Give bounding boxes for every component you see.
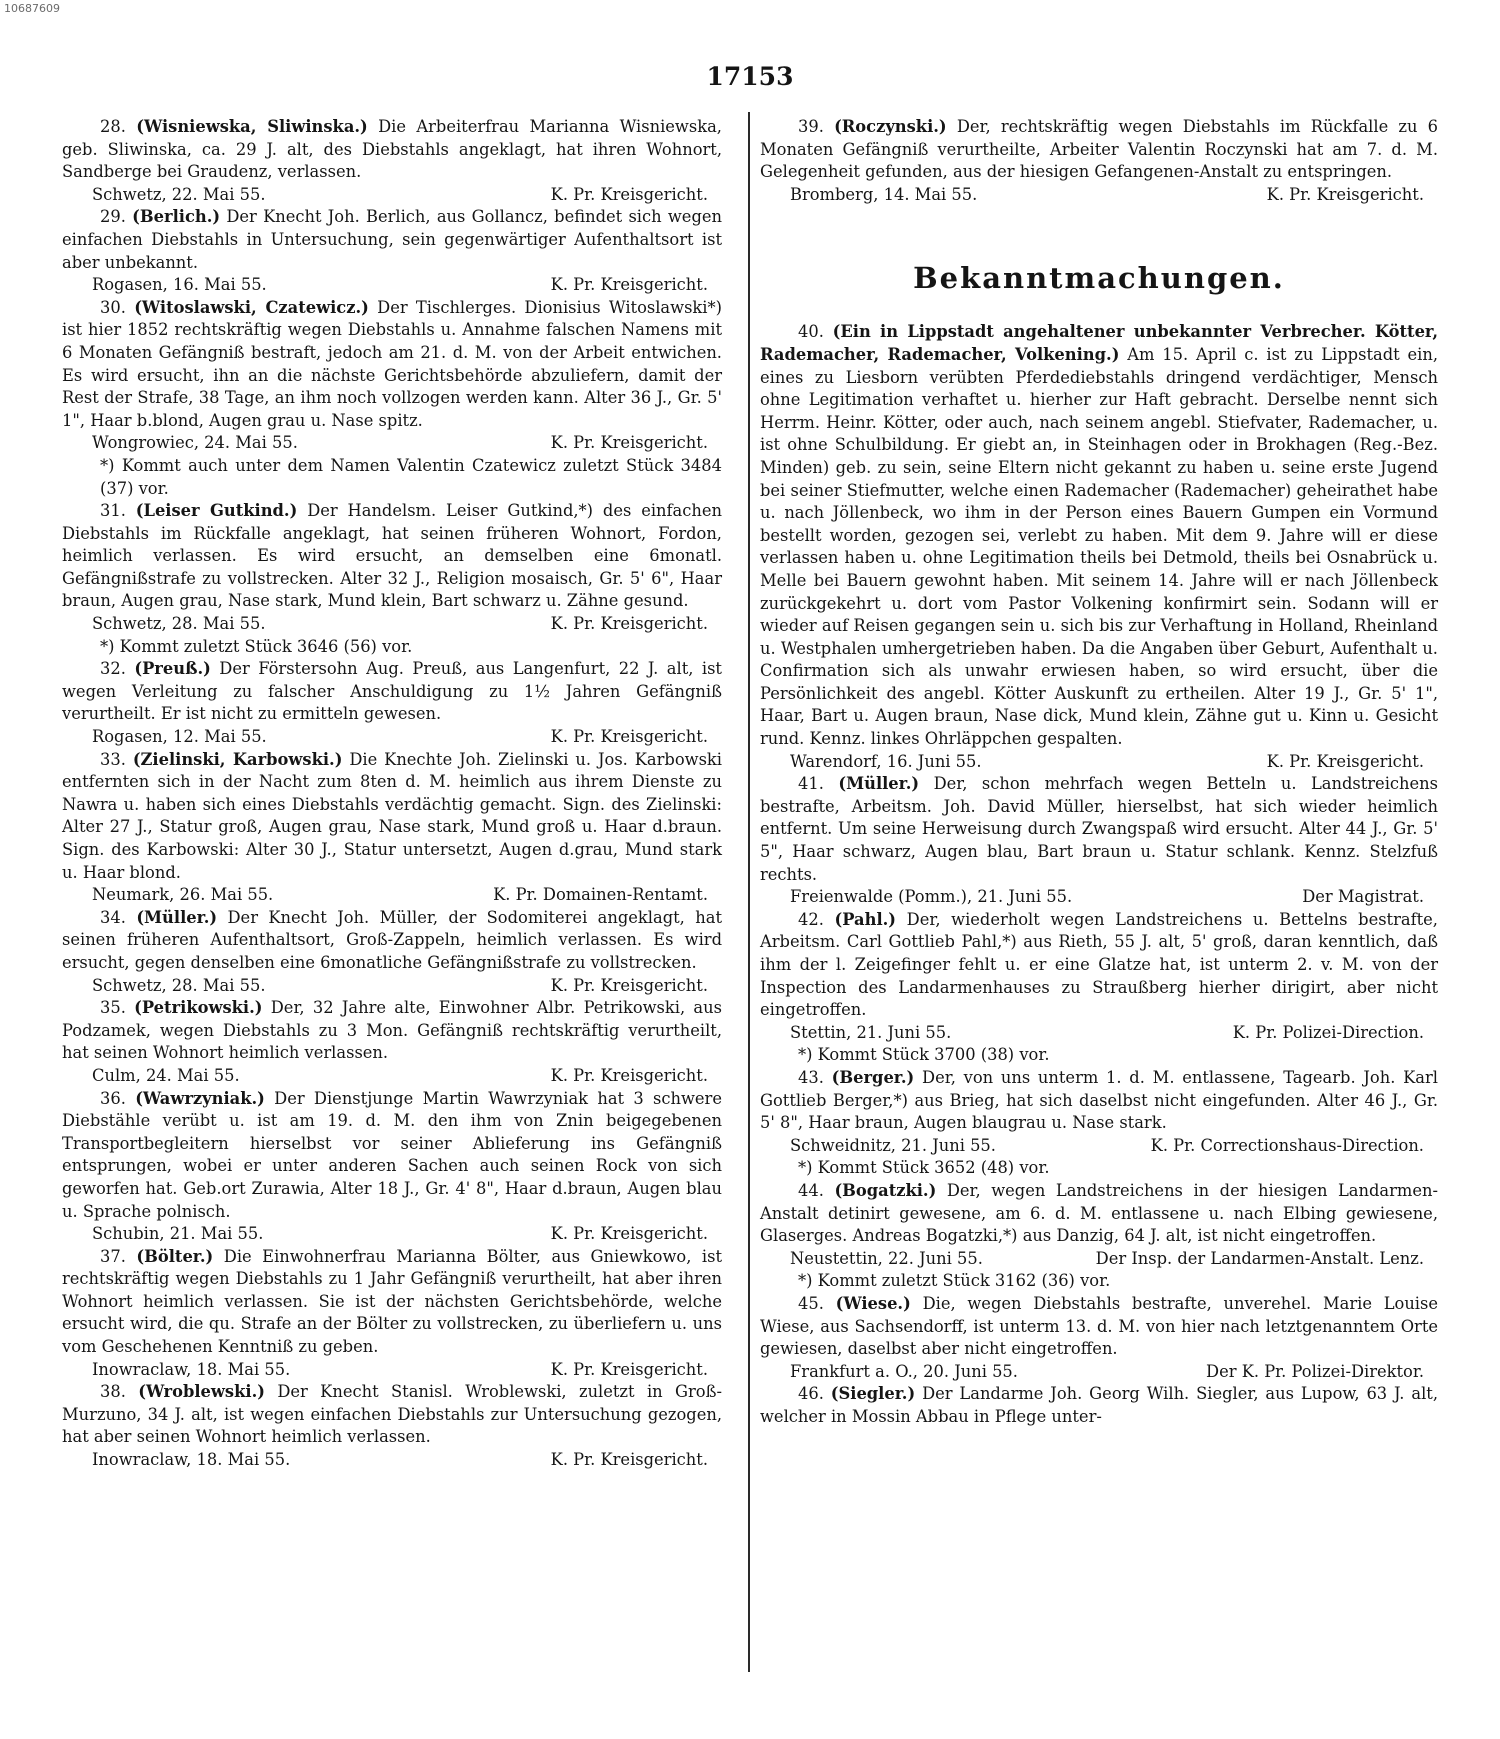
entry-text: Am 15. April c. ist zu Lippstadt ein, eines zu Liesborn verübten Pferdediebstahls dringend verdächtiger, Mensch ohne Legitimation verhaftet u. hierher zur Haft gebracht. Derselbe nennt sich Herrm. Heinr. Kötter, oder auch, nach seinem angebl. Stiefvater, Rademacher, u. ist ohne Schulbildung. Er giebt an, in Steinhagen oder in Brokhagen (Reg.-Bez. Minden) geb. zu sein, seine Eltern nicht gekannt zu haben u. seine erste Jugend bei seiner Stiefmutter, welche einen Rademacher (Rademacher) geheirathet habe u. nach Jöllenbeck, wo ihm in der Person eines Bauern Gumpen ein Vormund bestellt worden, gezogen sei, verlebt zu haben. Mit dem 9. Jahre will er diese verlassen haben u. ohne Legitimation theils bei Detmold, theils bei Osnabrück u. Melle bei Bauern gewohnt haben. Mit seinem 14. Jahre will er nach Jöllenbeck zurückgekehrt u. dort vom Pastor Volkening konfirmirt sein. Sodann will er wieder auf Reisen gegangen sein u. sich bis zur Verhaftung in Holland, Rheinland u. Westphalen umhergetrieben haben. Da die Angaben über Geburt, Aufenthalt u. Confirmation sich als unwahr erwiesen haben, so wird ersucht, über die Persönlichkeit des angebl. Kötter Auskunft zu ertheilen. Alter 19 J., Gr. 5' 1", Haar, Bart u. Augen braun, Nase dick, Mund klein, Zähne gut u. Kinn u. Gesicht rund. Kennz. linkes Ohrläppchen gespalten. bbox=[760, 344, 1439, 749]
signature-authority: K. Pr. Kreisgericht. bbox=[1266, 751, 1424, 771]
signature-line bbox=[760, 1135, 1438, 1158]
signature-authority: K. Pr. Kreisgericht. bbox=[550, 275, 708, 295]
entry-text: Der, rechtskräftig wegen Diebstahls im Rückfalle zu 6 Monaten Gefängniß verurtheilte, Arbeiter Valentin Roczynski hat am 7. d. M. Gelegenheit gefunden, aus der hiesigen Gefangenen-Anstalt zu entspringen. bbox=[760, 117, 1438, 182]
entry-heading: (Wroblewski.) bbox=[138, 1382, 265, 1402]
right-column bbox=[760, 116, 1438, 1428]
entry-heading: (Ein in Lippstadt angehaltener unbekannter Verbrecher. Kötter, Rademacher, Rademacher, Volkening.) bbox=[760, 322, 1438, 364]
signature-line bbox=[62, 1223, 722, 1246]
notice-entry bbox=[62, 1246, 722, 1359]
signature-place-date: Schwetz, 28. Mai 55. bbox=[92, 975, 266, 995]
signature-place-date: Inowraclaw, 18. Mai 55. bbox=[92, 1359, 291, 1379]
entry-text: Der Handelsm. Leiser Gutkind,*) des einfachen Diebstahls im Rückfalle angeklagt, hat seinen früheren Wohnort, Fordon, heimlich verlassen. Es wird ersucht, an demselben eine 6monatl. Gefängnißstrafe zu vollstrecken. Alter 32 J., Religion mosaisch, Gr. 5' 6", Haar braun, Augen grau, Nase stark, Mund klein, Bart schwarz u. Zähne gesund. bbox=[62, 501, 722, 611]
entry-text: Der, schon mehrfach wegen Betteln u. Landstreichens bestrafte, Arbeitsm. Joh. David Müller, hierselbst, hat sich wieder heimlich entfernt. Um seine Herweisung durch Zwangspaß wird ersucht. Alter 44 J., Gr. 5' 5", Haar schwarz, Augen blau, Bart braun u. Statur schlank. Kennz. Stelzfuß rechts. bbox=[760, 774, 1438, 884]
signature-authority: K. Pr. Kreisgericht. bbox=[550, 614, 708, 634]
signature-place-date: Stettin, 21. Juni 55. bbox=[790, 1022, 952, 1042]
signature-place-date: Wongrowiec, 24. Mai 55. bbox=[92, 433, 298, 453]
signature-authority: K. Pr. Domainen-Rentamt. bbox=[493, 885, 708, 905]
scan-id: 10687609 bbox=[4, 2, 60, 15]
notice-entry bbox=[760, 773, 1438, 886]
signature-place-date: Neumark, 26. Mai 55. bbox=[92, 885, 274, 905]
entry-text: Der, wegen Landstreichens in der hiesigen Landarmen-Anstalt detinirt gewesene, am 6. d. M. entlassene u. nach Elbing gewiesene, Glaserges. Andreas Bogatzki,*) aus Danzig, 64 J. alt, ist nicht eingetroffen. bbox=[760, 1180, 1438, 1246]
entry-text: Die, wegen Diebstahls bestrafte, unverehel. Marie Louise Wiese, aus Sachsendorff, ist unterm 13. d. M. von hier nach letztgenanntem Orte gewiesen, daselbst aber nicht eingetroffen. bbox=[760, 1293, 1438, 1359]
entry-number: 41. bbox=[798, 774, 824, 794]
signature-place-date: Neustettin, 22. Juni 55. bbox=[790, 1248, 983, 1268]
notice-entry bbox=[760, 1067, 1438, 1135]
page-number: 17153 bbox=[706, 62, 794, 91]
signature-authority: K. Pr. Kreisgericht. bbox=[550, 184, 708, 204]
signature-line bbox=[760, 1361, 1438, 1384]
entry-number: 33. bbox=[100, 749, 126, 769]
signature-place-date: Schwetz, 22. Mai 55. bbox=[92, 184, 266, 204]
signature-place-date: Schweidnitz, 21. Juni 55. bbox=[790, 1135, 996, 1155]
entry-text: Der Förstersohn Aug. Preuß, aus Langenfurt, 22 J. alt, ist wegen Verleitung zu falscher Anschuldigung zu 1½ Jahren Gefängniß verurtheilt. Er ist nicht zu ermitteln gewesen. bbox=[62, 659, 722, 724]
entry-text: Der Tischlerges. Dionisius Witoslawski*) ist hier 1852 rechtskräftig wegen Diebstahls u. Annahme falschen Namens mit 6 Monaten Gefängniß bestraft, jedoch am 21. d. M. von der Arbeit entwichen. Es wird ersucht, ihn an die nächste Gerichtsbehörde abzuliefern, damit der Rest der Strafe, 38 Tage, an ihm noch vollzogen werden kann. Alter 36 J., Gr. 5' 1", Haar b.blond, Augen grau u. Nase spitz. bbox=[62, 297, 722, 430]
notice-entry bbox=[62, 658, 722, 726]
entry-text: Der, 32 Jahre alte, Einwohner Albr. Petrikowski, aus Podzamek, wegen Diebstahls zu 3 Mon. Gefängniß rechtskräftig verurtheilt, hat seinen Wohnort heimlich verlassen. bbox=[62, 998, 722, 1063]
signature-line bbox=[760, 886, 1438, 909]
entry-heading: (Wiese.) bbox=[835, 1293, 911, 1313]
signature-place-date: Rogasen, 12. Mai 55. bbox=[92, 727, 267, 747]
signature-authority: K. Pr. Kreisgericht. bbox=[550, 1450, 708, 1470]
signature-line bbox=[760, 1022, 1438, 1045]
entry-number: 35. bbox=[100, 998, 126, 1018]
entry-heading: (Berlich.) bbox=[132, 207, 221, 227]
entry-number: 44. bbox=[798, 1180, 824, 1200]
signature-place-date: Schwetz, 28. Mai 55. bbox=[92, 614, 266, 634]
entry-heading: (Müller.) bbox=[136, 907, 218, 927]
notice-entry bbox=[760, 1383, 1438, 1428]
signature-line bbox=[62, 1359, 722, 1382]
notice-entry bbox=[760, 1180, 1438, 1248]
entry-text: Der Knecht Stanisl. Wroblewski, zuletzt in Groß-Murzuno, 34 J. alt, ist wegen einfachen Diebstahls zur Untersuchung gezogen, hat aber seinen Wohnort heimlich verlassen. bbox=[62, 1382, 722, 1447]
signature-line bbox=[62, 975, 722, 998]
entry-text: Der Dienstjunge Martin Wawrzyniak hat 3 schwere Diebstähle verübt u. ist am 19. d. M. den ihm von Znin beigegebenen Transportbegleitern hierselbst vor seiner Ablieferung ins Gefängniß entsprungen, wobei er unter anderen Sachen auch seinen Rock von sich geworfen hat. Geb.ort Zurawia, Alter 18 J., Gr. 4' 8", Haar d.braun, Augen blau u. Sprache polnisch. bbox=[62, 1088, 722, 1221]
entry-number: 45. bbox=[798, 1293, 824, 1313]
section-title: Bekanntmachungen. bbox=[913, 261, 1285, 296]
signature-line bbox=[62, 432, 722, 455]
notice-entry bbox=[62, 907, 722, 975]
signature-line bbox=[760, 751, 1438, 774]
signature-authority: K. Pr. Kreisgericht. bbox=[550, 1359, 708, 1379]
entry-heading: (Preuß.) bbox=[134, 659, 211, 679]
signature-line bbox=[760, 184, 1438, 207]
signature-authority: K. Pr. Kreisgericht. bbox=[550, 1224, 708, 1244]
entry-number: 30. bbox=[100, 297, 126, 317]
entry-number: 38. bbox=[100, 1382, 126, 1402]
signature-place-date: Inowraclaw, 18. Mai 55. bbox=[92, 1450, 291, 1470]
column-divider bbox=[748, 112, 750, 1672]
entry-text: Der, von uns unterm 1. d. M. entlassene, Tagearb. Joh. Karl Gottlieb Berger,*) aus Brieg, hat sich daselbst nicht eingefunden. Alter 46 J., Gr. 5' 8", Haar braun, Augen blaugrau u. Nase stark. bbox=[760, 1067, 1438, 1133]
signature-place-date: Bromberg, 14. Mai 55. bbox=[790, 184, 978, 204]
signature-authority: K. Pr. Kreisgericht. bbox=[550, 1065, 708, 1085]
notice-entry bbox=[62, 1088, 722, 1224]
entry-heading: (Roczynski.) bbox=[834, 117, 947, 136]
notice-entry bbox=[62, 500, 722, 613]
entry-number: 32. bbox=[100, 659, 126, 679]
entry-heading: (Leiser Gutkind.) bbox=[135, 501, 298, 521]
entry-text: Der, wiederholt wegen Landstreichens u. Bettelns bestrafte, Arbeitsm. Carl Gottlieb Pahl,*) aus Rieth, 55 J. alt, 5' groß, daran kenntlich, daß ihm der l. Zeigefinger fehlt u. er eine Glatze hat, ist unterm 2. v. M. von der Inspection des Landarmenhauses zu Straußberg hierher dirigirt, aber nicht eingetroffen. bbox=[760, 909, 1438, 1020]
entry-heading: (Berger.) bbox=[831, 1067, 915, 1087]
signature-authority: K. Pr. Kreisgericht. bbox=[550, 727, 708, 747]
notice-entry bbox=[760, 116, 1438, 184]
notice-entry bbox=[760, 1293, 1438, 1361]
entry-heading: (Pahl.) bbox=[834, 909, 896, 929]
signature-place-date: Warendorf, 16. Juni 55. bbox=[790, 751, 982, 771]
entry-number: 46. bbox=[798, 1384, 824, 1404]
signature-place-date: Freienwalde (Pomm.), 21. Juni 55. bbox=[790, 887, 1073, 907]
signature-line bbox=[62, 184, 722, 207]
footnote: *) Kommt auch unter dem Namen Valentin Czatewicz zuletzt Stück 3484 (37) vor. bbox=[100, 455, 722, 498]
signature-line bbox=[62, 1065, 722, 1088]
signature-place-date: Schubin, 21. Mai 55. bbox=[92, 1224, 264, 1244]
entry-text: Der Landarme Joh. Georg Wilh. Siegler, aus Lupow, 63 J. alt, welcher in Mossin Abbau in Pflege unter- bbox=[760, 1384, 1438, 1426]
right-column-top bbox=[760, 116, 1438, 206]
signature-line bbox=[62, 613, 722, 636]
signature-place-date: Rogasen, 16. Mai 55. bbox=[92, 275, 267, 295]
notice-entry bbox=[760, 321, 1438, 750]
notice-entry bbox=[62, 116, 722, 184]
entry-number: 34. bbox=[100, 907, 126, 927]
notice-entry bbox=[62, 1381, 722, 1449]
entry-heading: (Bogatzki.) bbox=[834, 1180, 937, 1200]
entry-text: Die Knechte Joh. Zielinski u. Jos. Karbowski entfernten sich in der Nacht zum 8ten d. M. heimlich aus ihrem Dienste zu Nawra u. haben sich eines Diebstahls verdächtig gemacht. Sign. des Zielinski: Alter 27 J., Statur groß, Augen grau, Nase stark, Mund groß u. Haar d.braun. Sign. des Karbowski: Alter 30 J., Statur untersetzt, Augen d.grau, Mund stark u. Haar blond. bbox=[62, 749, 722, 882]
footnote: *) Kommt zuletzt Stück 3162 (36) vor. bbox=[798, 1271, 1111, 1291]
right-column-bottom bbox=[760, 321, 1438, 1428]
signature-authority: Der Insp. der Landarmen-Anstalt. Lenz. bbox=[1095, 1248, 1424, 1268]
entry-heading: (Bölter.) bbox=[136, 1246, 214, 1266]
entry-heading: (Zielinski, Karbowski.) bbox=[132, 749, 343, 769]
entry-heading: (Wisniewska, Sliwinska.) bbox=[136, 117, 368, 136]
signature-authority: K. Pr. Kreisgericht. bbox=[550, 433, 708, 453]
notice-entry bbox=[62, 297, 722, 433]
signature-line bbox=[760, 1248, 1438, 1271]
entry-heading: (Petrikowski.) bbox=[134, 998, 263, 1018]
entry-heading: (Müller.) bbox=[838, 774, 920, 794]
signature-authority: K. Pr. Kreisgericht. bbox=[1266, 184, 1424, 204]
footnote: *) Kommt zuletzt Stück 3646 (56) vor. bbox=[100, 636, 413, 656]
entry-text: Die Einwohnerfrau Marianna Bölter, aus Gniewkowo, ist rechtskräftig wegen Diebstahls zu 1 Jahr Gefängniß verurtheilt, hat aber ihren Wohnort heimlich verlassen. Sie ist der nächsten Gerichtsbehörde, welche ersucht wird, die qu. Strafe an der Bölter zu vollstrecken, zu überliefern u. uns vom Geschehenen Kenntniß zu geben. bbox=[62, 1246, 722, 1357]
entry-number: 39. bbox=[798, 117, 824, 136]
signature-authority: Der K. Pr. Polizei-Direktor. bbox=[1206, 1361, 1424, 1381]
entry-number: 40. bbox=[798, 322, 824, 342]
signature-line bbox=[62, 884, 722, 907]
entry-text: Der Knecht Joh. Müller, der Sodomiterei angeklagt, hat seinen früheren Aufenthaltsort, Groß-Zappeln, heimlich verlassen. Es wird ersucht, gegen denselben eine 6monatliche Gefängnißstrafe zu vollstrecken. bbox=[62, 907, 722, 972]
signature-place-date: Frankfurt a. O., 20. Juni 55. bbox=[790, 1361, 1018, 1381]
signature-authority: K. Pr. Kreisgericht. bbox=[550, 975, 708, 995]
entry-number: 42. bbox=[798, 909, 824, 929]
signature-line bbox=[62, 726, 722, 749]
footnote: *) Kommt Stück 3700 (38) vor. bbox=[798, 1045, 1050, 1065]
entry-heading: (Wawrzyniak.) bbox=[135, 1088, 265, 1108]
entry-number: 31. bbox=[100, 501, 126, 521]
notice-entry bbox=[62, 997, 722, 1065]
signature-place-date: Culm, 24. Mai 55. bbox=[92, 1065, 240, 1085]
entry-text: Die Arbeiterfrau Marianna Wisniewska, geb. Sliwinska, ca. 29 J. alt, des Diebstahls angeklagt, hat ihren Wohnort, Sandberge bei Graudenz, verlassen. bbox=[62, 117, 722, 182]
left-column bbox=[62, 116, 722, 1472]
entry-number: 29. bbox=[100, 207, 126, 227]
signature-line bbox=[62, 274, 722, 297]
entry-number: 37. bbox=[100, 1246, 126, 1266]
notice-entry bbox=[62, 749, 722, 885]
entry-number: 36. bbox=[100, 1088, 126, 1108]
signature-authority: K. Pr. Correctionshaus-Direction. bbox=[1150, 1135, 1424, 1155]
entry-text: Der Knecht Joh. Berlich, aus Gollancz, befindet sich wegen einfachen Diebstahls in Untersuchung, sein gegenwärtiger Aufenthaltsort ist aber unbekannt. bbox=[62, 207, 722, 272]
notice-entry bbox=[62, 206, 722, 274]
signature-authority: Der Magistrat. bbox=[1302, 887, 1424, 907]
entry-number: 43. bbox=[798, 1067, 824, 1087]
entry-heading: (Witoslawski, Czatewicz.) bbox=[134, 297, 369, 317]
footnote: *) Kommt Stück 3652 (48) vor. bbox=[798, 1158, 1050, 1178]
signature-line bbox=[62, 1449, 722, 1472]
notice-entry bbox=[760, 909, 1438, 1022]
entry-heading: (Siegler.) bbox=[830, 1384, 916, 1404]
signature-authority: K. Pr. Polizei-Direction. bbox=[1232, 1022, 1424, 1042]
entry-number: 28. bbox=[100, 117, 126, 136]
